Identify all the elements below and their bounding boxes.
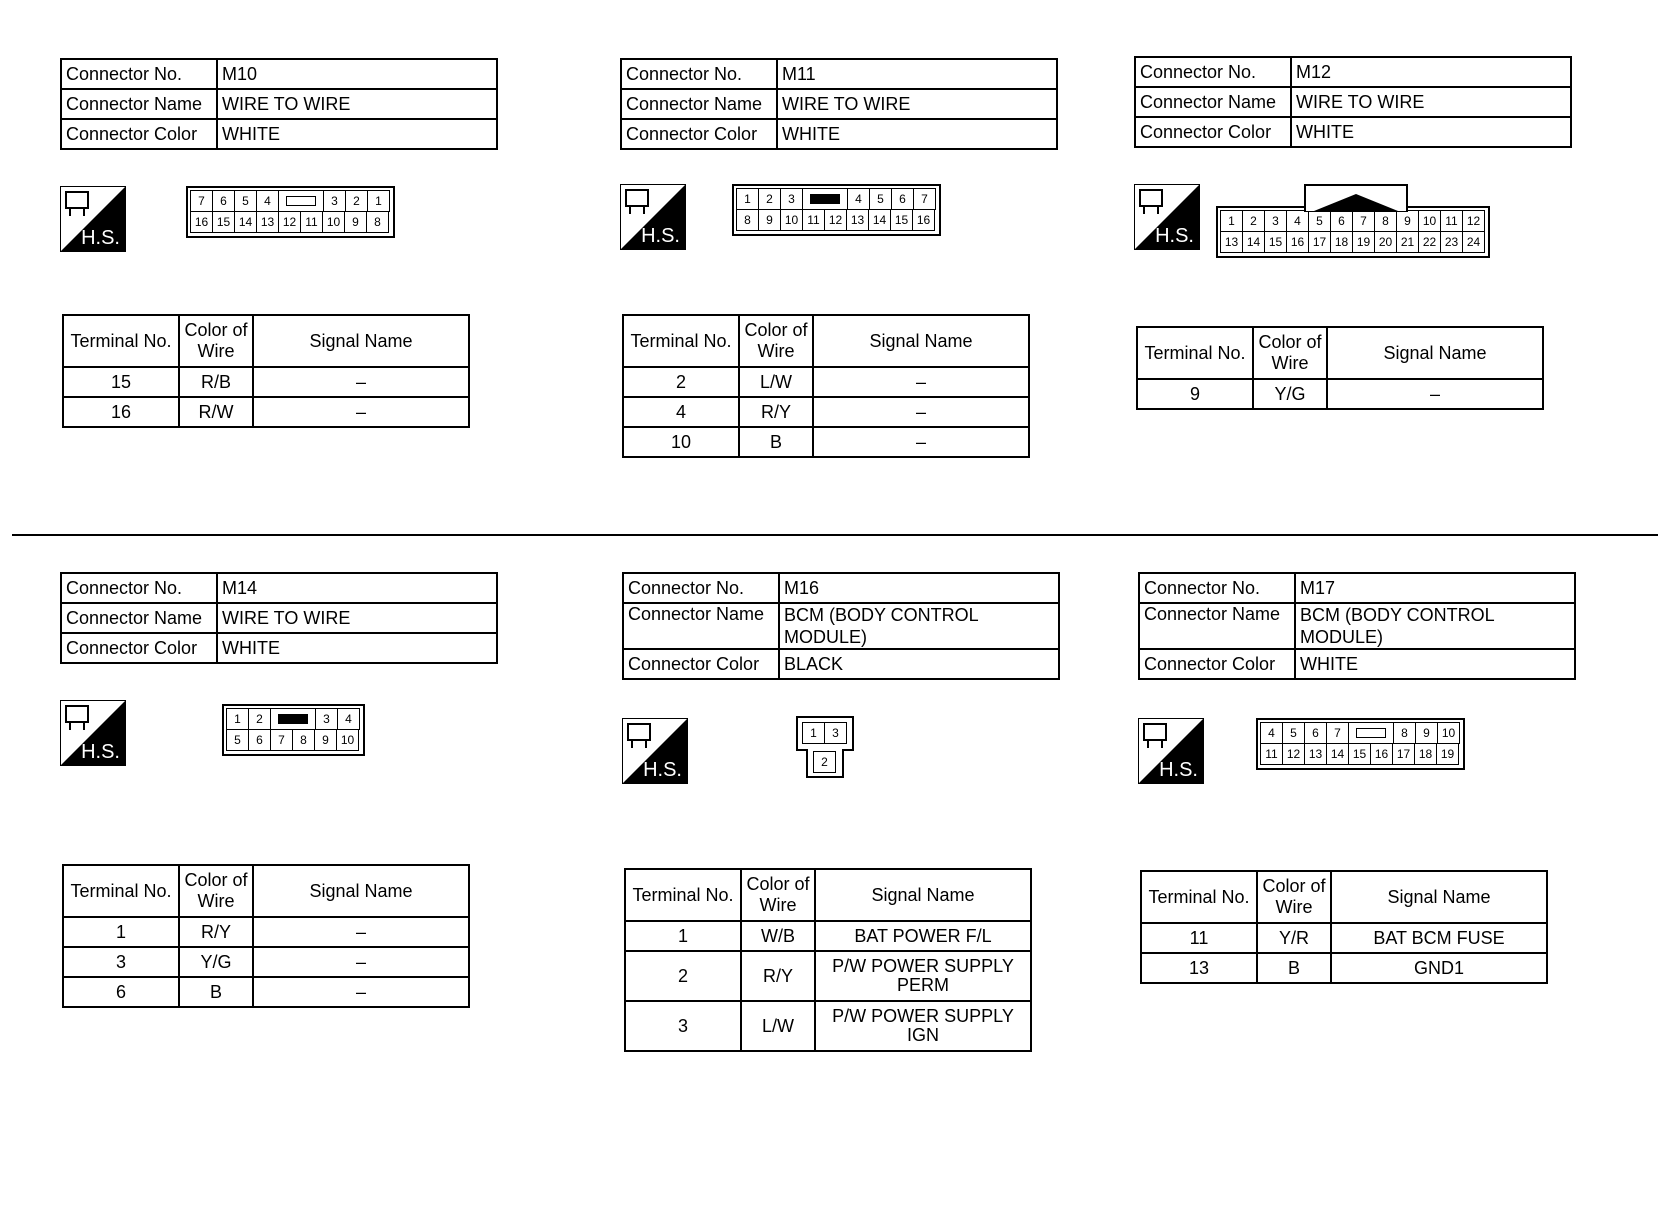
pin: 3: [315, 708, 338, 730]
connector-color-label: Connector Color: [61, 633, 217, 663]
connector-face-diagram: [186, 186, 395, 238]
pin: 5: [1282, 722, 1305, 744]
table-row: [1137, 379, 1543, 409]
table-row: [63, 947, 469, 977]
terminal-no-header: Terminal No.: [623, 315, 739, 367]
pin: 14: [868, 209, 891, 231]
wire-color-cell: W/B: [741, 921, 815, 951]
table-row: [623, 427, 1029, 457]
pin: 18: [1414, 743, 1437, 765]
pin: 2: [758, 188, 781, 210]
pin: 12: [1462, 210, 1485, 232]
connector-latch-icon: [1304, 184, 1408, 212]
pin: 4: [1260, 722, 1283, 744]
section-divider: [12, 534, 1658, 536]
connector-no-label: Connector No.: [1135, 57, 1291, 87]
connector-block-m14: [60, 572, 520, 1002]
table-row: [625, 1001, 1031, 1051]
terminal-no-header: Terminal No.: [625, 869, 741, 921]
pin: 10: [336, 729, 359, 751]
pin: 1: [1220, 210, 1243, 232]
color-of-wire-header: Color of Wire: [739, 315, 813, 367]
pin: 11: [1440, 210, 1463, 232]
pin: 4: [1286, 210, 1309, 232]
hs-badge-icon: [622, 718, 688, 784]
hs-badge-icon: [620, 184, 686, 250]
connector-info-table: [622, 572, 1060, 680]
connector-block-m10: [60, 58, 520, 422]
table-row: [623, 367, 1029, 397]
pin: 15: [890, 209, 913, 231]
pin: 16: [1286, 231, 1309, 253]
connector-name-value: BCM (BODY CONTROL MODULE): [779, 603, 1059, 649]
table-row: [63, 367, 469, 397]
pin: 3: [323, 190, 346, 212]
terminal-no-header: Terminal No.: [63, 865, 179, 917]
color-of-wire-header: Color of Wire: [741, 869, 815, 921]
connector-face-diagram: [222, 704, 365, 756]
connector-info-table: [60, 58, 498, 150]
connector-no-label: Connector No.: [621, 59, 777, 89]
wire-color-cell: R/Y: [739, 397, 813, 427]
pin: 8: [1374, 210, 1397, 232]
pin: 6: [1304, 722, 1327, 744]
connector-block-m16: [622, 572, 1082, 1045]
pin: 9: [344, 211, 367, 233]
connector-name-label: Connector Name: [61, 603, 217, 633]
pin: 17: [1308, 231, 1331, 253]
color-of-wire-header: Color of Wire: [1253, 327, 1327, 379]
pin: 15: [212, 211, 235, 233]
signal-name-cell: P/W POWER SUPPLY PERM: [815, 951, 1031, 1001]
pin: 6: [1330, 210, 1353, 232]
connector-color-value: WHITE: [217, 119, 497, 149]
connector-face-diagram: [796, 716, 856, 778]
hs-badge-icon: [60, 700, 126, 766]
signal-name-cell: GND1: [1331, 953, 1547, 983]
connector-color-label: Connector Color: [621, 119, 777, 149]
connector-no-label: Connector No.: [623, 573, 779, 603]
signal-name-header: Signal Name: [813, 315, 1029, 367]
terminal-no-cell: 9: [1137, 379, 1253, 409]
table-row: [625, 951, 1031, 1001]
wire-color-cell: R/Y: [179, 917, 253, 947]
connector-name-value: BCM (BODY CONTROL MODULE): [1295, 603, 1575, 649]
wire-color-cell: L/W: [741, 1001, 815, 1051]
pin: 3: [1264, 210, 1287, 232]
table-row: [63, 397, 469, 427]
color-of-wire-header: Color of Wire: [179, 315, 253, 367]
pin: 22: [1418, 231, 1441, 253]
signal-name-cell: –: [253, 947, 469, 977]
pin: 21: [1396, 231, 1419, 253]
wire-color-cell: R/Y: [741, 951, 815, 1001]
signal-name-header: Signal Name: [815, 869, 1031, 921]
terminal-no-cell: 1: [625, 921, 741, 951]
pin: 8: [736, 209, 759, 231]
pin: 7: [1352, 210, 1375, 232]
pin: 12: [824, 209, 847, 231]
pin: 11: [1260, 743, 1283, 765]
wire-color-cell: B: [179, 977, 253, 1007]
pin: 20: [1374, 231, 1397, 253]
pin: 10: [1437, 722, 1460, 744]
connector-info-table: [60, 572, 498, 664]
pin: 1: [367, 190, 390, 212]
pin: 14: [1242, 231, 1265, 253]
pin: 7: [913, 188, 936, 210]
pin: 2: [248, 708, 271, 730]
signal-name-header: Signal Name: [1327, 327, 1543, 379]
connector-name-value: WIRE TO WIRE: [217, 89, 497, 119]
pin: 11: [802, 209, 825, 231]
connector-color-value: BLACK: [779, 649, 1059, 679]
connector-name-value: WIRE TO WIRE: [217, 603, 497, 633]
connector-info-table: [1134, 56, 1572, 148]
pin: 7: [1326, 722, 1349, 744]
wire-color-cell: Y/G: [179, 947, 253, 977]
pin: 19: [1436, 743, 1459, 765]
signal-name-header: Signal Name: [1331, 871, 1547, 923]
hs-badge-text: H.S.: [1155, 225, 1194, 247]
terminal-table: [62, 864, 470, 1008]
signal-name-cell: –: [813, 397, 1029, 427]
wire-color-cell: B: [1257, 953, 1331, 983]
connector-no-value: M16: [779, 573, 1059, 603]
connector-info-table: [1138, 572, 1576, 680]
table-row: [63, 977, 469, 1007]
pin: 9: [758, 209, 781, 231]
signal-name-cell: BAT POWER F/L: [815, 921, 1031, 951]
pin: 1: [226, 708, 249, 730]
hs-badge-icon: [1138, 718, 1204, 784]
table-row: [1141, 953, 1547, 983]
pin: 2: [813, 751, 836, 773]
terminal-table: [62, 314, 470, 428]
connector-block-m17: [1138, 572, 1598, 978]
pin: 4: [256, 190, 279, 212]
pin: 16: [912, 209, 935, 231]
pin: 13: [1304, 743, 1327, 765]
pin: 1: [802, 722, 825, 744]
table-row: [1141, 923, 1547, 953]
table-row: [623, 397, 1029, 427]
pin: 2: [1242, 210, 1265, 232]
wire-color-cell: R/W: [179, 397, 253, 427]
connector-no-value: M10: [217, 59, 497, 89]
connector-color-label: Connector Color: [623, 649, 779, 679]
empty-cavity: [1348, 722, 1394, 744]
connector-block-m12: [1134, 56, 1594, 404]
pin: 6: [248, 729, 271, 751]
hs-badge-text: H.S.: [81, 227, 120, 249]
connector-name-label: Connector Name: [621, 89, 777, 119]
connector-color-label: Connector Color: [1139, 649, 1295, 679]
wire-color-cell: B: [739, 427, 813, 457]
pin: 15: [1348, 743, 1371, 765]
connector-no-label: Connector No.: [61, 573, 217, 603]
hs-badge-text: H.S.: [641, 225, 680, 247]
connector-name-label: Connector Name: [1139, 603, 1295, 649]
hs-badge-text: H.S.: [643, 759, 682, 781]
connector-no-value: M11: [777, 59, 1057, 89]
connector-block-m11: [620, 58, 1080, 452]
connector-color-label: Connector Color: [1135, 117, 1291, 147]
terminal-no-cell: 4: [623, 397, 739, 427]
connector-face-diagram: [732, 184, 941, 236]
pin: 13: [1220, 231, 1243, 253]
pin: 6: [891, 188, 914, 210]
pin: 16: [190, 211, 213, 233]
connector-no-label: Connector No.: [1139, 573, 1295, 603]
terminal-no-header: Terminal No.: [1141, 871, 1257, 923]
table-row: [625, 921, 1031, 951]
terminal-table: [1140, 870, 1548, 984]
terminal-no-cell: 1: [63, 917, 179, 947]
pin: 4: [847, 188, 870, 210]
pin: 4: [337, 708, 360, 730]
hs-badge-text: H.S.: [81, 741, 120, 763]
pin: 8: [292, 729, 315, 751]
connector-name-label: Connector Name: [623, 603, 779, 649]
connector-info-table: [620, 58, 1058, 150]
terminal-no-header: Terminal No.: [1137, 327, 1253, 379]
signal-name-header: Signal Name: [253, 315, 469, 367]
terminal-no-cell: 10: [623, 427, 739, 457]
blocked-cavity: [270, 708, 316, 730]
pin: 5: [1308, 210, 1331, 232]
terminal-no-cell: 3: [625, 1001, 741, 1051]
pin: 11: [300, 211, 323, 233]
pin: 9: [314, 729, 337, 751]
pin: 12: [278, 211, 301, 233]
color-of-wire-header: Color of Wire: [1257, 871, 1331, 923]
pin: 15: [1264, 231, 1287, 253]
pin: 2: [345, 190, 368, 212]
connector-name-value: WIRE TO WIRE: [1291, 87, 1571, 117]
terminal-table: [624, 868, 1032, 1052]
pin: 3: [824, 722, 847, 744]
connector-no-label: Connector No.: [61, 59, 217, 89]
color-of-wire-header: Color of Wire: [179, 865, 253, 917]
connector-name-value: WIRE TO WIRE: [777, 89, 1057, 119]
pin: 16: [1370, 743, 1393, 765]
terminal-table: [1136, 326, 1544, 410]
pin: 17: [1392, 743, 1415, 765]
terminal-no-cell: 11: [1141, 923, 1257, 953]
pin: 23: [1440, 231, 1463, 253]
pin: 5: [869, 188, 892, 210]
signal-name-cell: P/W POWER SUPPLY IGN: [815, 1001, 1031, 1051]
connector-no-value: M12: [1291, 57, 1571, 87]
hs-badge-icon: [1134, 184, 1200, 250]
signal-name-cell: –: [253, 917, 469, 947]
signal-name-cell: –: [1327, 379, 1543, 409]
pin: 10: [780, 209, 803, 231]
pin: 8: [366, 211, 389, 233]
pin: 5: [234, 190, 257, 212]
pin: 9: [1396, 210, 1419, 232]
table-row: [63, 917, 469, 947]
terminal-no-cell: 2: [625, 951, 741, 1001]
signal-name-cell: –: [253, 977, 469, 1007]
pin: 24: [1462, 231, 1485, 253]
hs-badge-text: H.S.: [1159, 759, 1198, 781]
signal-name-cell: –: [253, 397, 469, 427]
connector-color-label: Connector Color: [61, 119, 217, 149]
pin: 1: [736, 188, 759, 210]
connector-face-diagram: [1216, 184, 1490, 258]
connector-color-value: WHITE: [1291, 117, 1571, 147]
terminal-table: [622, 314, 1030, 458]
terminal-no-header: Terminal No.: [63, 315, 179, 367]
signal-name-cell: BAT BCM FUSE: [1331, 923, 1547, 953]
pin: 12: [1282, 743, 1305, 765]
connector-no-value: M14: [217, 573, 497, 603]
blocked-cavity: [802, 188, 848, 210]
connector-name-label: Connector Name: [1135, 87, 1291, 117]
connector-color-value: WHITE: [1295, 649, 1575, 679]
terminal-no-cell: 3: [63, 947, 179, 977]
pin: 19: [1352, 231, 1375, 253]
pin: 14: [234, 211, 257, 233]
connector-face-diagram: [1256, 718, 1465, 770]
wire-color-cell: Y/R: [1257, 923, 1331, 953]
signal-name-cell: –: [813, 427, 1029, 457]
connector-color-value: WHITE: [217, 633, 497, 663]
terminal-no-cell: 6: [63, 977, 179, 1007]
terminal-no-cell: 13: [1141, 953, 1257, 983]
signal-name-cell: –: [253, 367, 469, 397]
pin: 7: [190, 190, 213, 212]
signal-name-header: Signal Name: [253, 865, 469, 917]
connector-name-label: Connector Name: [61, 89, 217, 119]
pin: 8: [1393, 722, 1416, 744]
pin: 13: [846, 209, 869, 231]
wire-color-cell: L/W: [739, 367, 813, 397]
pin: 14: [1326, 743, 1349, 765]
connector-color-value: WHITE: [777, 119, 1057, 149]
hs-badge-icon: [60, 186, 126, 252]
signal-name-cell: –: [813, 367, 1029, 397]
terminal-no-cell: 16: [63, 397, 179, 427]
connector-no-value: M17: [1295, 573, 1575, 603]
empty-cavity: [278, 190, 324, 212]
pin: 13: [256, 211, 279, 233]
pin: 10: [322, 211, 345, 233]
wire-color-cell: Y/G: [1253, 379, 1327, 409]
wire-color-cell: R/B: [179, 367, 253, 397]
pin: 6: [212, 190, 235, 212]
pin: 3: [780, 188, 803, 210]
pin: 7: [270, 729, 293, 751]
terminal-no-cell: 15: [63, 367, 179, 397]
pin: 18: [1330, 231, 1353, 253]
terminal-no-cell: 2: [623, 367, 739, 397]
pin: 5: [226, 729, 249, 751]
pin: 10: [1418, 210, 1441, 232]
pin: 9: [1415, 722, 1438, 744]
